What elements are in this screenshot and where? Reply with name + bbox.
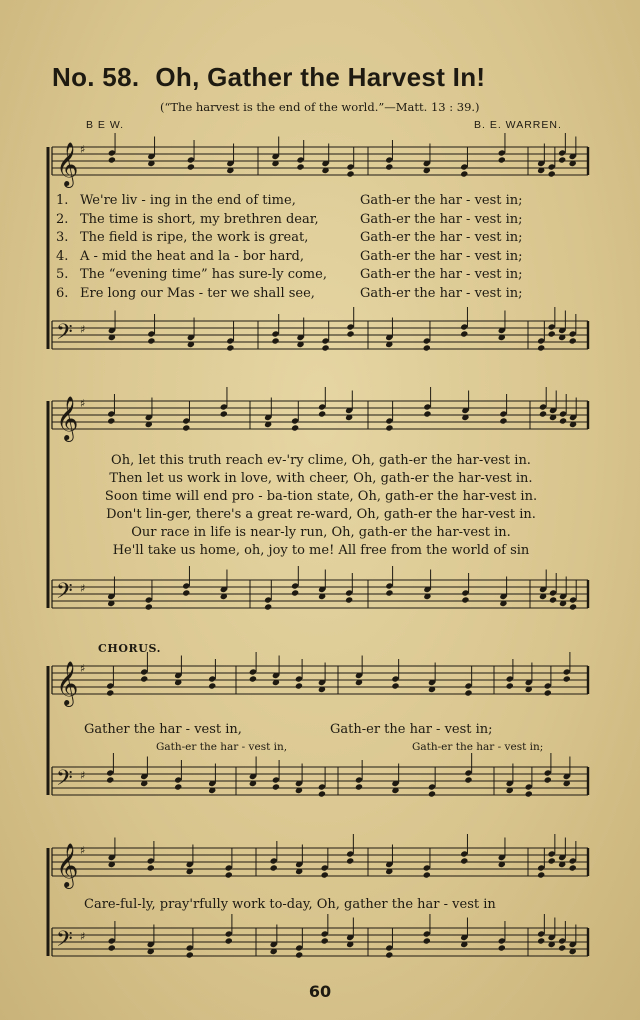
note-head — [355, 783, 363, 790]
sharp-icon: ♯ — [80, 582, 86, 595]
verse-line: 6. Ere long our Mas - ter we shall see, Gath-er the har - vest in; — [56, 285, 523, 301]
sharp-icon: ♯ — [80, 844, 86, 857]
note-head — [385, 589, 393, 596]
sharp-icon: ♯ — [80, 662, 86, 675]
chorus-final-lyric: Care-ful-ly, pray'rfully work to-day, Oh, gather the har - vest in — [84, 897, 496, 912]
note-head — [296, 163, 304, 170]
treble-clef-icon: 𝄞 — [56, 142, 79, 186]
note-head — [569, 603, 577, 610]
note-head — [385, 951, 393, 958]
note-head — [174, 783, 182, 790]
verse-line: 1. We're liv - ing in the end of time, Gath-er the har - vest in; — [56, 193, 523, 208]
refrain-line: Our race in life is near-ly run, Oh, gath-er the har-vest in. — [131, 525, 511, 540]
note-head — [537, 937, 545, 944]
verse-line: 2. The time is short, my brethren dear, Gath-er the har - vest in; — [56, 211, 523, 227]
note-head — [187, 163, 195, 170]
refrain-lyrics — [0, 452, 640, 560]
note-head — [423, 344, 431, 351]
bass-clef-icon: 𝄢 — [56, 927, 73, 957]
note-head — [225, 937, 233, 944]
note-head — [460, 857, 468, 864]
note-head — [346, 170, 354, 177]
note-head — [182, 589, 190, 596]
note-head — [108, 156, 116, 163]
note-head — [544, 776, 552, 783]
note-head — [385, 424, 393, 431]
bass-clef-icon: 𝄢 — [56, 766, 73, 796]
treble-clef-icon: 𝄞 — [56, 843, 79, 887]
hymn-number: No. 58. — [52, 62, 140, 92]
note-head — [506, 682, 514, 689]
verse-line: 4. A - mid the heat and la - bor hard, Gath-er the har - vest in; — [56, 248, 523, 264]
note-head — [537, 344, 545, 351]
note-head — [558, 944, 566, 951]
music-composer: B. E. WARREN. — [474, 119, 562, 131]
note-head — [107, 417, 115, 424]
chorus-label: CHORUS. — [98, 642, 162, 655]
note-head — [321, 937, 329, 944]
note-head — [264, 603, 272, 610]
note-head — [295, 951, 303, 958]
note-head — [226, 344, 234, 351]
note-head — [318, 790, 326, 797]
chorus-echo-lyric: Gath-er the har - vest in; — [412, 741, 544, 753]
note-head — [147, 337, 155, 344]
page-number: 60 — [308, 982, 332, 1001]
note-head — [548, 857, 556, 864]
note-head — [559, 417, 567, 424]
note-head — [106, 689, 114, 696]
note-head — [182, 424, 190, 431]
note-head — [423, 871, 431, 878]
note-head — [569, 337, 577, 344]
note-head — [346, 857, 354, 864]
scripture-reference: (“The harvest is the end of the world.”—Matt. 13 : 39.) — [160, 100, 480, 114]
refrain-line: He'll take us home, oh, joy to me! All free from the world of sin — [112, 543, 530, 558]
note-head — [391, 682, 399, 689]
note-head — [225, 871, 233, 878]
verse-lyrics — [56, 192, 523, 304]
note-head — [295, 682, 303, 689]
note-head — [321, 871, 329, 878]
note-head — [270, 864, 278, 871]
note-head — [548, 330, 556, 337]
treble-clef-icon: 𝄞 — [56, 396, 79, 440]
note-head — [423, 937, 431, 944]
note-head — [321, 344, 329, 351]
note-head — [291, 424, 299, 431]
note-head — [558, 156, 566, 163]
note-head — [539, 410, 547, 417]
note-head — [385, 163, 393, 170]
note-head — [549, 596, 557, 603]
note-head — [106, 776, 114, 783]
refrain-line: Don't lin-ger, there's a great re-ward, Oh, gath-er the har-vest in. — [106, 507, 536, 522]
note-head — [249, 675, 257, 682]
treble-clef-icon: 𝄞 — [56, 661, 79, 705]
note-head — [548, 170, 556, 177]
note-head — [460, 330, 468, 337]
note-head — [423, 410, 431, 417]
note-head — [428, 790, 436, 797]
note-head — [186, 951, 194, 958]
bass-clef-icon: 𝄢 — [56, 579, 73, 609]
sharp-icon: ♯ — [80, 769, 86, 782]
chorus-echo-lyric: Gath-er the har - vest in, — [156, 741, 288, 753]
note-head — [271, 337, 279, 344]
note-head — [499, 417, 507, 424]
note-head — [544, 689, 552, 696]
note-head — [208, 682, 216, 689]
note-head — [346, 330, 354, 337]
note-head — [525, 790, 533, 797]
words-author: B E W. — [86, 119, 125, 131]
note-head — [464, 776, 472, 783]
note-head — [108, 944, 116, 951]
chorus-lyric: Gather the har - vest in, — [84, 722, 242, 737]
chorus-lyric: Gath-er the har - vest in; — [330, 722, 493, 737]
note-head — [145, 603, 153, 610]
note-head — [498, 156, 506, 163]
sharp-icon: ♯ — [80, 323, 86, 336]
note-head — [140, 675, 148, 682]
verse-line: 3. The field is ripe, the work is great, Gath-er the har - vest in; — [56, 230, 523, 246]
verse-line: 5. The “evening time” has sure-ly come, Gath-er the har - vest in; — [56, 267, 523, 283]
refrain-line: Then let us work in love, with cheer, Oh, gath-er the har-vest in. — [109, 471, 533, 486]
note-head — [318, 410, 326, 417]
bass-clef-icon: 𝄢 — [56, 320, 73, 350]
refrain-line: Oh, let this truth reach ev-'ry clime, Oh, gath-er the har-vest in. — [111, 453, 531, 468]
note-head — [272, 783, 280, 790]
sharp-icon: ♯ — [80, 930, 86, 943]
note-head — [220, 410, 228, 417]
sharp-icon: ♯ — [80, 143, 86, 156]
note-head — [563, 675, 571, 682]
note-head — [537, 871, 545, 878]
note-head — [569, 864, 577, 871]
sharp-icon: ♯ — [80, 397, 86, 410]
note-head — [291, 589, 299, 596]
note-head — [498, 944, 506, 951]
note-head — [464, 689, 472, 696]
note-head — [345, 596, 353, 603]
note-head — [460, 170, 468, 177]
note-head — [461, 596, 469, 603]
refrain-line: Soon time will end pro - ba-tion state, Oh, gath-er the har-vest in. — [104, 489, 538, 504]
hymn-title: Oh, Gather the Harvest In! — [155, 62, 486, 92]
note-head — [147, 864, 155, 871]
